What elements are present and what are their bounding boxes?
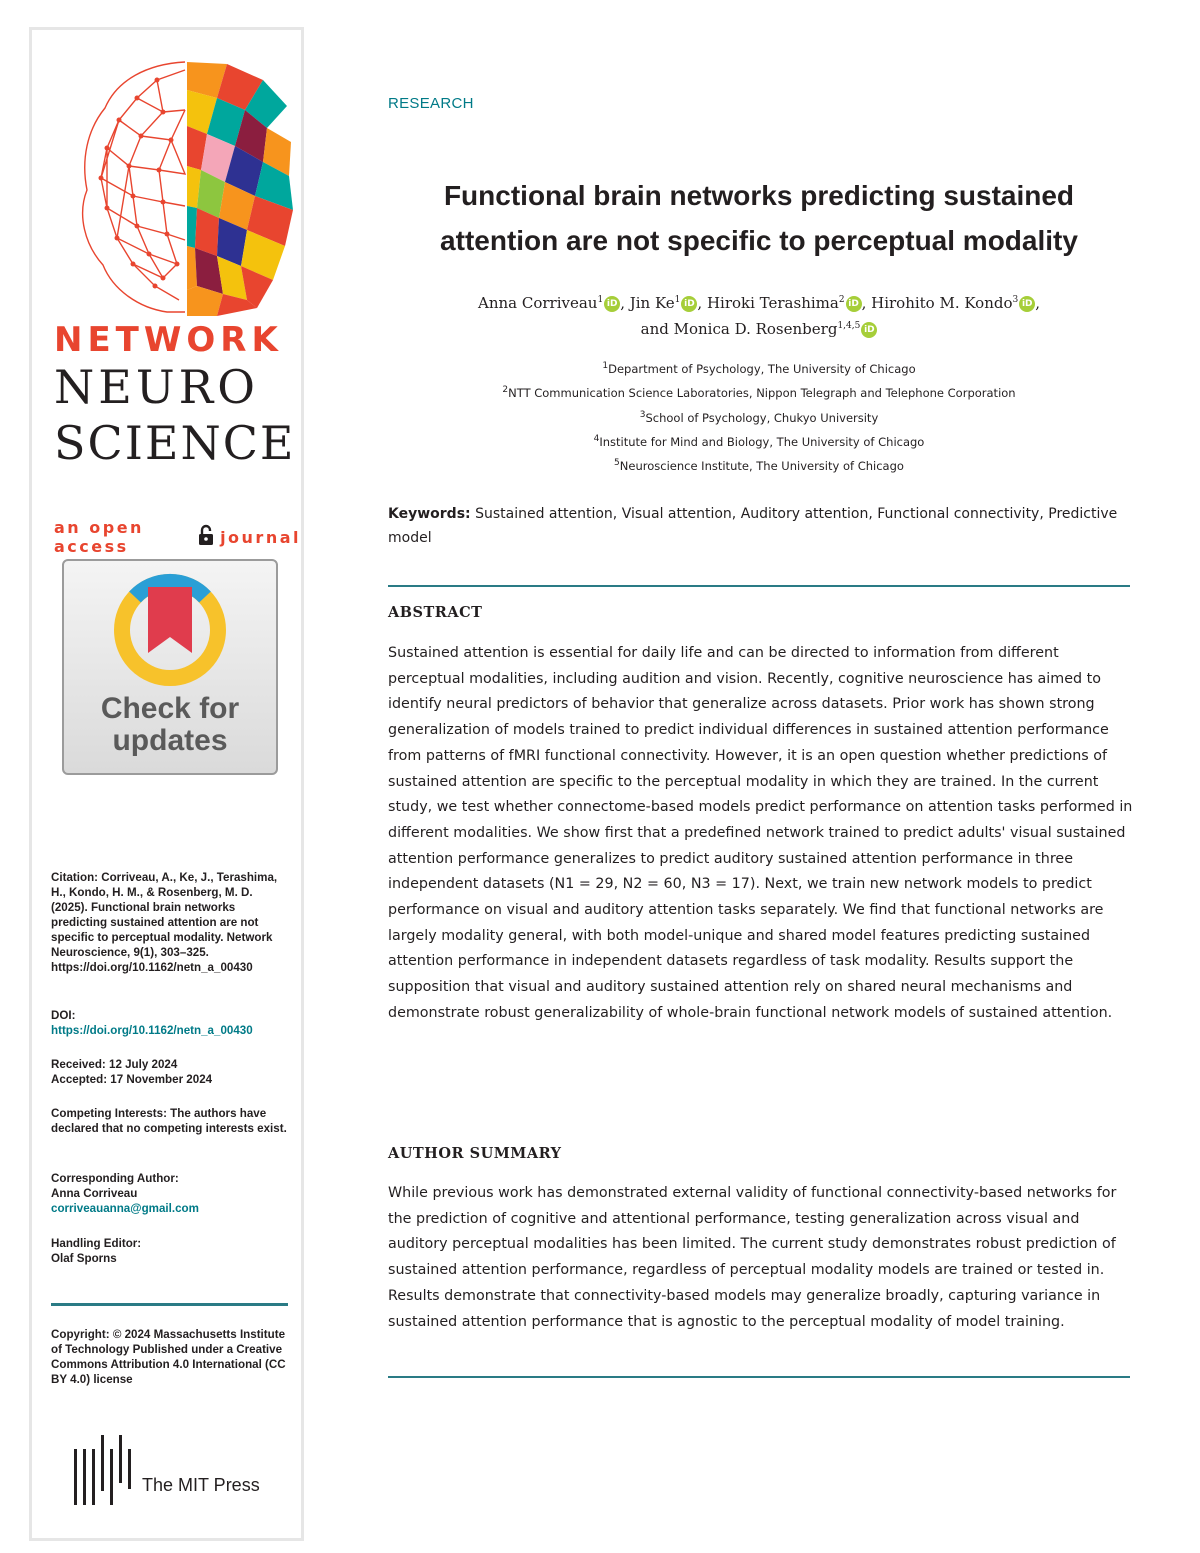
author-name: Jin Ke <box>629 294 675 312</box>
author-name: Monica D. Rosenberg <box>673 320 838 338</box>
section-label: RESEARCH <box>388 95 474 112</box>
author-summary-text: While previous work has demonstrated external validity of functional connectivity-based networks for the prediction of cognitive and attentional performance, testing generalization across visual and auditory perceptual modalities has been limited. The current study demonstrates robust prediction of sustained attention performance, regardless of perceptual modality models are trained or tested in. Results demonstrate that connectivity-based models may generalize broadly, capturing variance in sustained attention performance that is agnostic to the perceptual modality of model training. <box>388 1185 1117 1330</box>
orcid-icon[interactable]: iD <box>681 296 697 312</box>
check-for-updates-label: Check for updates <box>100 692 240 757</box>
author-name: Anna Corriveau <box>477 294 598 312</box>
handling-editor-block <box>51 1236 291 1266</box>
doi-block <box>51 1008 291 1038</box>
handling-editor-name: Olaf Sporns <box>51 1252 117 1265</box>
author-name: Hiroki Terashima <box>706 294 839 312</box>
keywords-text: Sustained attention, Visual attention, Auditory attention, Functional connectivity, Predictive model <box>388 506 1118 546</box>
journal-name-neuro: NEURO <box>54 360 259 414</box>
affiliation-list <box>388 356 1130 478</box>
journal-sidebar <box>29 27 304 1541</box>
corresponding-author-block <box>51 1171 291 1216</box>
competing-interests: Competing Interests: The authors have declared that no competing interests exist. <box>51 1107 287 1135</box>
section-divider <box>388 585 1130 587</box>
citation-text: Citation: Corriveau, A., Ke, J., Terashima, H., Kondo, H. M., & Rosenberg, M. D. (2025). Functional brain networks predicting sustained attention are not specific to perceptual modality. Network Neuroscience, 9(1), 303–325. https://doi.org/10.1162/netn_a_00430 <box>51 871 278 974</box>
journal-label: journal <box>220 527 301 547</box>
corresponding-author-name: Anna Corriveau <box>51 1187 138 1200</box>
mit-press-logo <box>74 1435 260 1505</box>
keywords-label: Keywords: <box>388 506 471 522</box>
section-divider <box>388 1376 1130 1378</box>
sidebar-divider <box>51 1303 288 1306</box>
author-summary-heading: AUTHOR SUMMARY <box>388 1145 562 1162</box>
copyright-text: Copyright: © 2024 Massachusetts Institute of Technology Published under a Creative Commons Attribution 4.0 International (CC BY 4.0) license <box>51 1328 286 1386</box>
crossmark-icon <box>111 571 229 689</box>
author-name: Hirohito M. Kondo <box>871 294 1013 312</box>
accepted-date: Accepted: 17 November 2024 <box>51 1073 213 1086</box>
mit-press-bars-icon <box>74 1435 132 1505</box>
affiliation-item: $^1$Department of Psychology, The University of Chicago <box>602 361 916 376</box>
check-for-updates-button[interactable] <box>62 559 278 775</box>
orcid-icon[interactable]: iD <box>861 322 877 338</box>
received-date: Received: 12 July 2024 <box>51 1058 178 1071</box>
doi-label: DOI: <box>51 1009 76 1022</box>
journal-name-network: NETWORK <box>54 320 283 360</box>
mit-press-name: The MIT Press <box>142 1474 260 1495</box>
affiliation-item: $^5$Neuroscience Institute, The University of Chicago <box>614 458 904 474</box>
orcid-icon[interactable]: iD <box>846 296 862 312</box>
dates-block <box>51 1057 291 1087</box>
affiliation-item: $^2$NTT Communication Science Laboratories, Nippon Telegraph and Telephone Corporation <box>502 385 1016 401</box>
journal-name-science: SCIENCE <box>54 416 296 470</box>
corresponding-author-email[interactable]: corriveauanna@gmail.com <box>51 1202 199 1215</box>
open-access-label: an open access <box>54 518 144 556</box>
abstract-text: Sustained attention is essential for daily life and can be directed to information from different perceptual modalities, including audition and vision. Recently, cognitive neuroscience has aimed to identify neural predictors of behavior that generalize across datasets. Prior work has shown strong generalization of models trained to predict individual differences in sustained attention performance from patterns of fMRI functional connectivity. However, it is an open question whether predictions of sustained attention are specific to the perceptual modality in which they are trained. In the current study, we test whether connectome-based models predict performance on attention tasks performed in different modalities. We show first that a predefined network trained to predict adults' visual sustained attention performance generalizes to predict auditory sustained attention performance in three independent datasets (N1 = 29, N2 = 60, N3 = 17). Next, we train new network models to predict performance on visual and auditory attention tasks separately. We find that functional networks are largely modality general, with both model-unique and shared model features predicting sustained attention performance in independent datasets regardless of task modality. Results support the supposition that visual and auditory sustained attention rely on shared neural mechanisms and demonstrate robust generalizability of whole-brain functional network models of sustained attention. <box>388 645 1133 1021</box>
orcid-icon[interactable]: iD <box>1019 296 1035 312</box>
orcid-icon[interactable]: iD <box>604 296 620 312</box>
open-access-tagline <box>54 518 301 556</box>
affiliation-item: $^3$School of Psychology, Chukyo University <box>639 409 879 425</box>
author-list: Anna Corriveau$^1$ iD , Jin Ke$^1$ iD , Hiroki Terashima$^2$ iD , Hirohito M. Kondo$^3$ iD , and Monica D. Rosenberg$^{1,4,5}$ iD <box>477 294 1041 338</box>
open-lock-icon <box>198 524 214 550</box>
corresponding-author-label: Corresponding Author: <box>51 1172 179 1185</box>
abstract-heading: ABSTRACT <box>388 604 483 621</box>
brain-logo <box>67 50 302 330</box>
article-title: Functional brain networks predicting sustained attention are not specific to perceptual modality <box>440 180 1078 256</box>
handling-editor-label: Handling Editor: <box>51 1237 142 1250</box>
keywords <box>388 502 1133 550</box>
affiliation-item: $^4$Institute for Mind and Biology, The University of Chicago <box>593 433 925 449</box>
doi-link[interactable]: https://doi.org/10.1162/netn_a_00430 <box>51 1024 253 1037</box>
